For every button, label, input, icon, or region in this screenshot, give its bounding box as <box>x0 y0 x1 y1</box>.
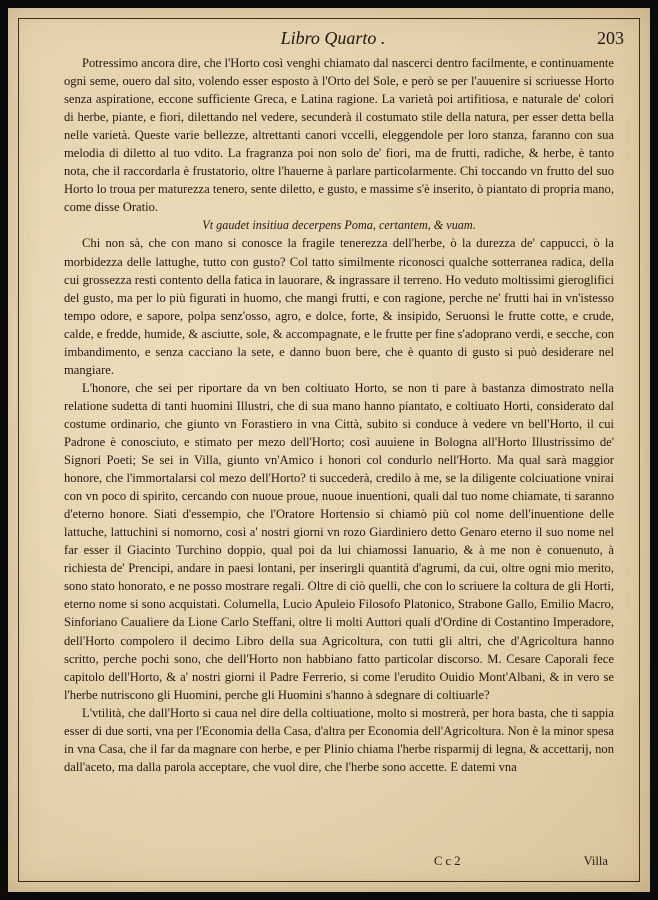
running-title: Libro Quarto . <box>280 28 386 48</box>
paragraph-4: L'vtilità, che dall'Horto si caua nel dire della coltiuatione, molto si mostrerà, per hora basta, che ti sappia esser di due sorti, vna per l'Economia della Casa, d'altra per Economia dell'Agricoltura. Non è la minor spesa in vna Casa, che il far da magnare con herbe, e per Plinio chiama l'herbe risparmij di legna, & accettarij, non dall'aceto, ma dalla parola acceptare, che vuol dire, che l'herbe sono accette. E datemi vna <box>64 705 614 774</box>
catchword: Villa <box>583 854 608 868</box>
paragraph-2: Chi non sà, che con mano si conosce la fragile tenerezza dell'herbe, ò la durezza de' cappucci, ò la morbidezza delle lattughe, tutto con gusto? Col tatto similmente riconosci qualche sotterranea radica, della cui grossezza resti contento della fatica in lauorare, & ingrassare il terreno. Ho veduto moltissimi gieroglifici del gusto, ma per lo più figurati in huomo, che mangi frutti, e con ragione, perche ne' frutti hai in vn'istesso tempo odore, e sapore, polpa senz'osso, agro, e dolce, forte, & insipido, Seruonsi le frutte cotte, e crude, calde, e fredde, humide, & asciutte, sole, & accompagnate, e le frutte per fine s'adoprano verdi, e secche, con imbandimento, e senza cacciano la sete, e danno buon bere, che è quanto di gusto si può desiderare nel mangiare. <box>64 236 614 377</box>
page-header <box>36 28 630 54</box>
signature-mark: C c 2 <box>434 854 461 868</box>
paragraph-3: L'honore, che sei per riportare da vn ben coltiuato Horto, se non ti pare à bastanza dimostrato nella relatione sudetta di tanti huomini Illustri, che di sua mano hanno piantato, e coltiuato Horti, considerato dal costume ordinario, che giunto vn Forastiero in vna Città, subito si conduce à vedere vn bell'Horto, il cui Padrone è conosciuto, e stimato per mezo dell'Horto; così auuiene in Bologna all'Horto Illustrissimo de' Signori Poeti; Se sei in Villa, giunto vn'Amico i honori col condurlo nell'Horto. Ma qual sarà maggior honore, che l'immortalarsi col mezo dell'Horto? ti succederà, credilo à me, se la diligente colciuatione vnirai con vn poco di spirito, cercando con nuoue proue, nuoue inuentioni, quali dal tuo nome chiamate, ti saranno d'eterno honore. Siati d'essempio, che l'Oratore Hortensio si chiamò più col nome dell'inuentione delle lattuche, lattuchini si nomorno, così a' nostri giorni vn rozo Giardiniero detto Genaro eterno il suo nome nel far esser il Giacinto Turchino doppio, qual poi da lui chiamossi Ianuario, & à me non è conuenuto, à richiesta de' Prencipi, andare in paesi lontani, per inserirgli quantità d'agrumi, da cui, oltre ogni mio merito, sono stato honorato, e ne posso mostrare regali. Oltre di ciò quelli, che con lo scriuere la coltura de gli Horti, eterno nome si sono acquistati. Columella, Lucio Apuleio Filosofo Platonico, Strabone Gallo, Emilio Macro, Sinforiano Caualiere da Lione Carlo Steffani, oltre li molti Auttori quali d'Ordine di Costantino Imperadore, dell'Horto compolero il decimo Libro della sua Agricoltura, con tutti gli altri, che d'Agricoltura hanno scritto, perche pochi sono, che dell'Horto non habbiano fatto particolar discorso. M. Cesare Caporali fece capitolo dell'Horto, & a' nostri giorni il Padre Ferrerio, si come l'erudito Ouidio Mont'Albani, & in vero se l'herbe nutriscono gli Huomini, perche gli Huomini s'hanno à sdegnare di coltiuarle? <box>64 380 614 702</box>
body-text <box>64 54 614 776</box>
book-page <box>8 8 650 892</box>
paragraph-1: Potressimo ancora dire, che l'Horto così venghi chiamato dal nascerci dentro facilmente, e continuamente ogni seme, ouero dal sito, volendo esser esposto à l'Orto del Sole, e però se per l'auuenire si scriuesse Horto senza aspiratione, eccone sufficiente Greca, e Latina ragione. La varietà poi artifitiosa, e naturale de' colori di herbe, piante, e fiori, dilettando nel vedere, secunderà il costumato stile della natura, per esser detta bella nelle varietà. Queste varie bellezze, altrettanti canori vccelli, eleggendole per loro stanza, faranno con sua melodia di diletto al tuo vdito. La fragranza poi non solo de' fiori, ma de frutti, radiche, & herbe, è tanto nota, che il raccordarla è frustatorio, oltre l'hauerne à parlare particolarmente. Chi toccando vn frutto del suo Horto lo troua per maturezza tenero, sente diletto, e gusto, e massime s'è inserito, ò piantato di propria mano, come disse Oratio. <box>64 56 614 215</box>
horace-quote: Vt gaudet insitiua decerpens Poma, certantem, & vuam. <box>202 218 476 233</box>
page-footer <box>64 854 614 872</box>
page-number: 203 <box>597 28 624 48</box>
